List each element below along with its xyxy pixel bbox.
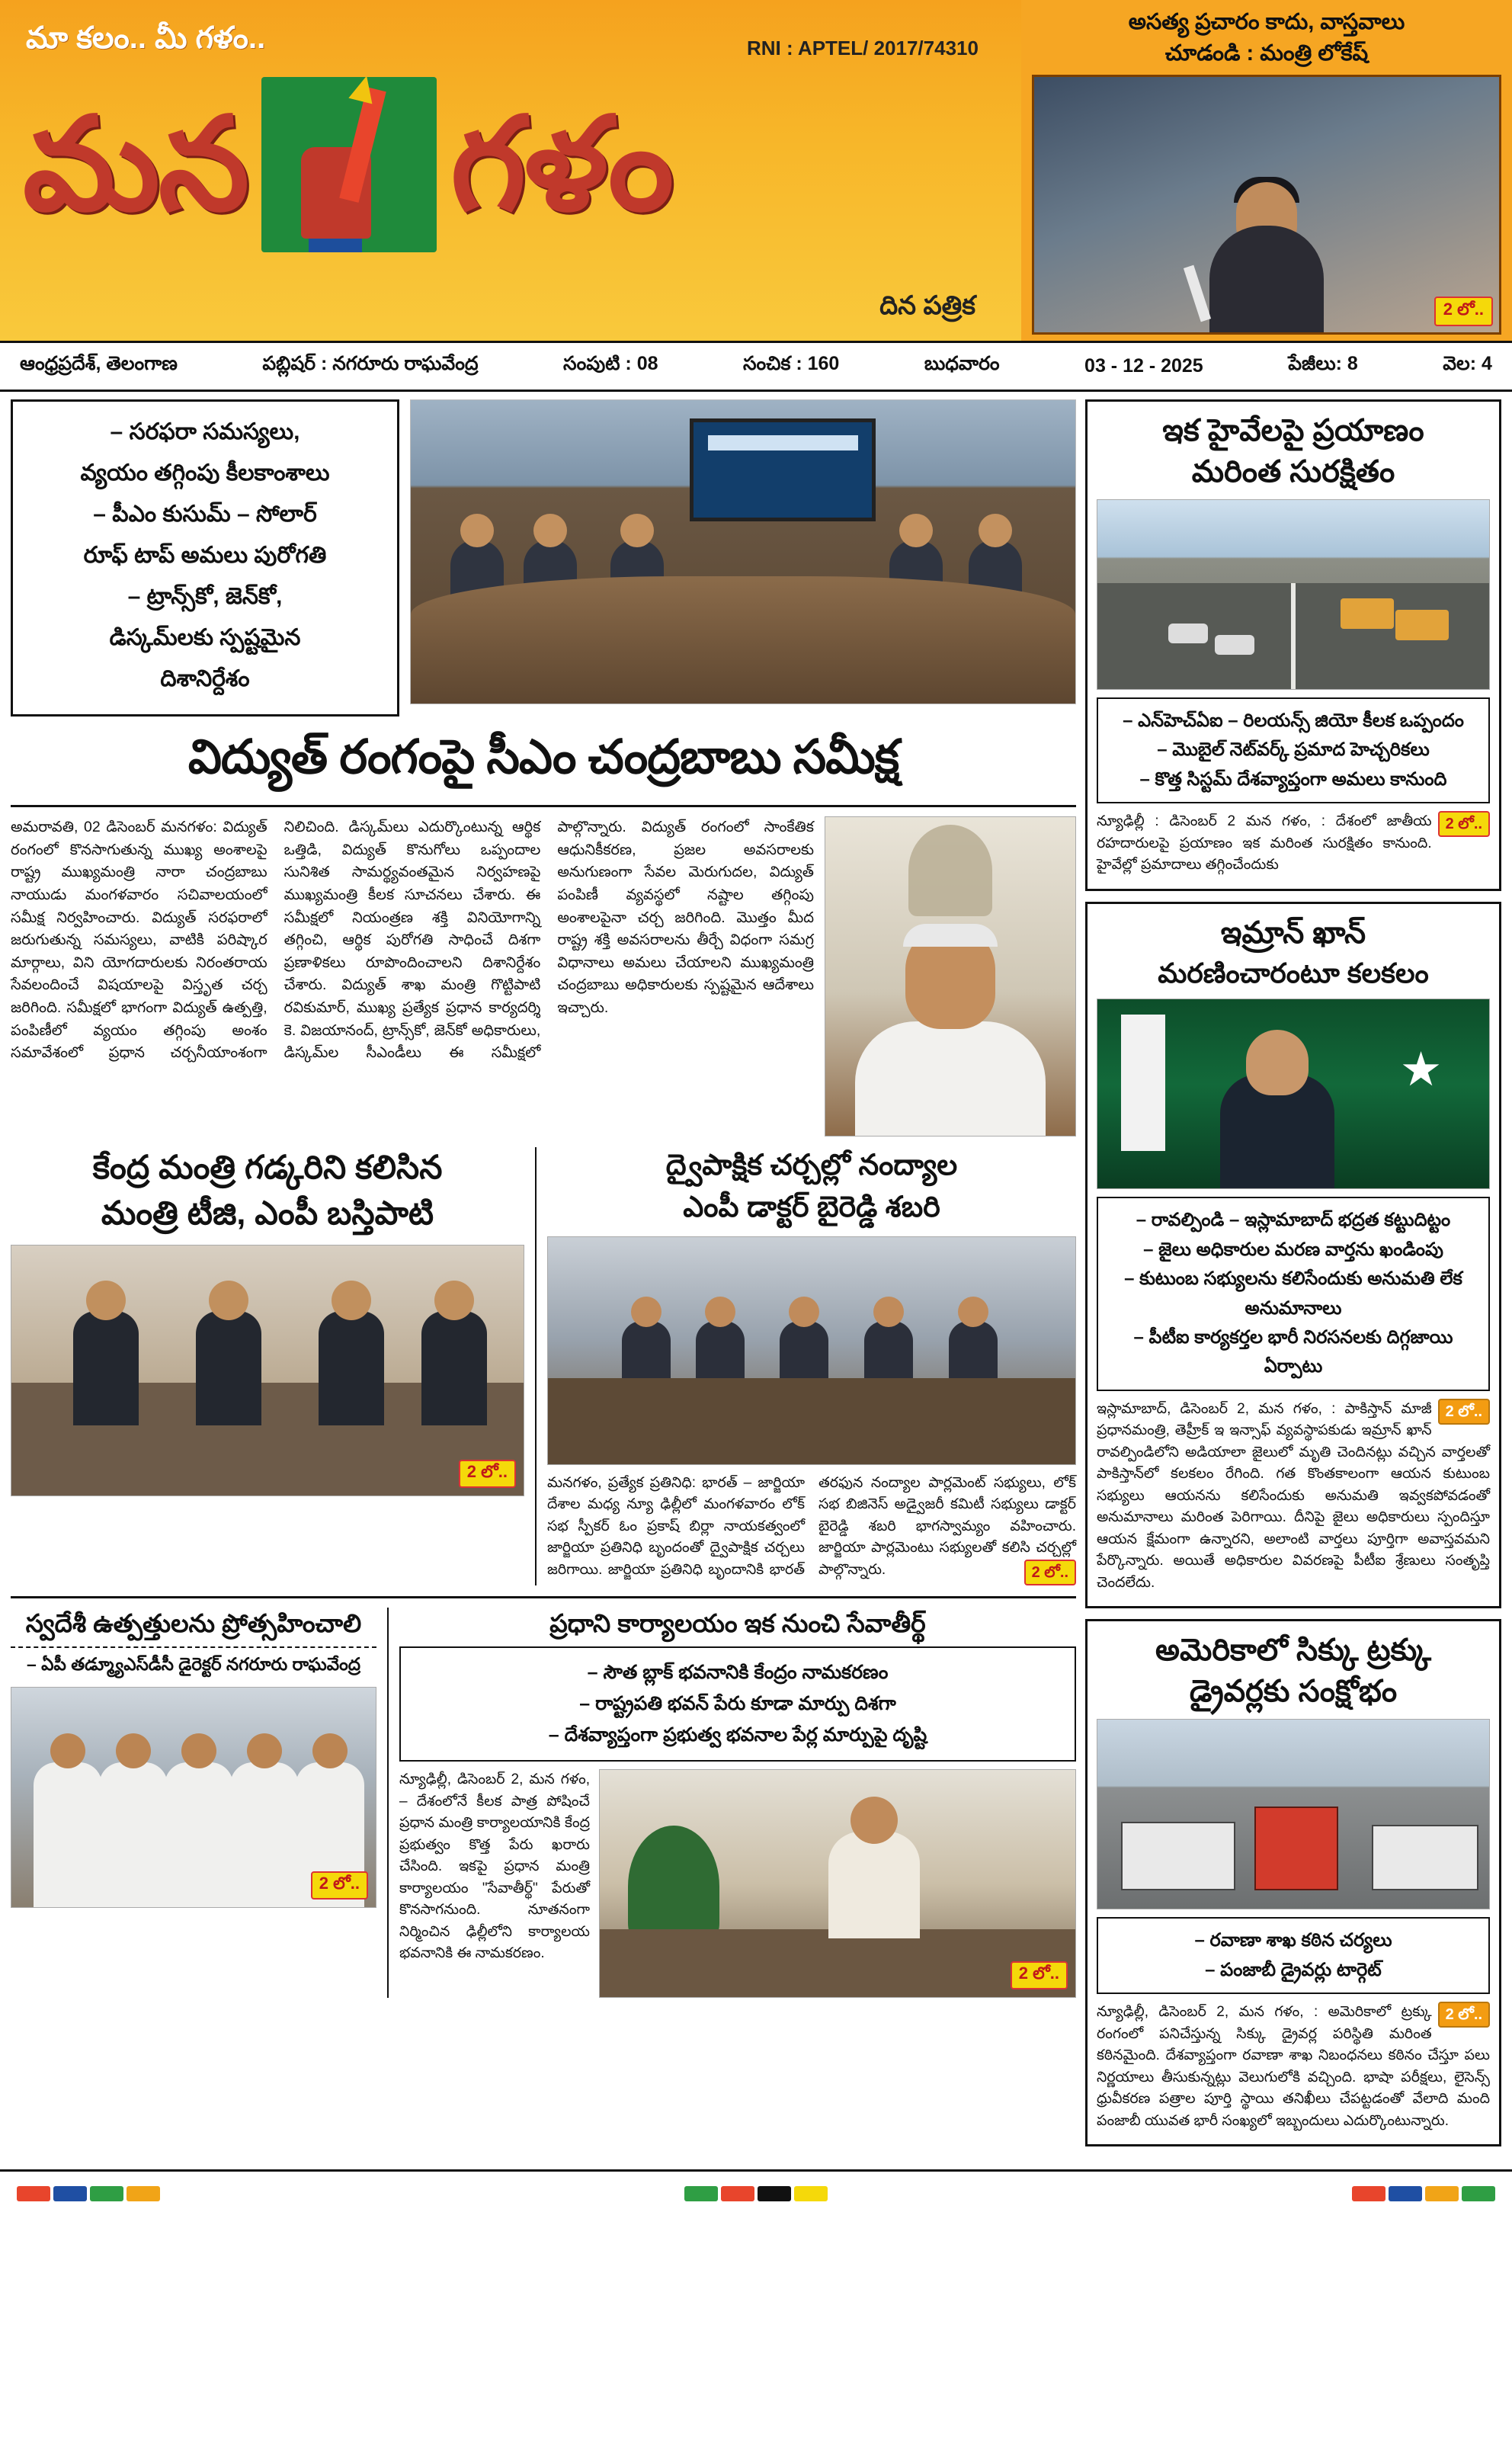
lead-headline: విద్యుత్ రంగంపై సీఎం చంద్రబాబు సమీక్ష: [11, 730, 1076, 807]
gadkari-headline-1: కేంద్ర మంత్రి గడ్కరిని కలిసిన: [92, 1149, 443, 1186]
swatch: [127, 2186, 160, 2201]
swatch: [1425, 2186, 1459, 2201]
story-sevatirth: [387, 1608, 1076, 1999]
nandyala-body-span: మనగళం, ప్రత్యేక ప్రతినిధి: భారత్ – జార్జియా దేశాల మధ్య న్యూ ఢిల్లీలో మంగళవారం లోక్ సభ స్పీకర్ ఓం ప్రకాష్ బిర్లా నాయకత్వంలో జార్జియా ప్రతినిధి బృందంతో ద్వైపాక్షిక చర్చలు జరిగాయి. జార్జియా ప్రతినిధి బృందానికి భారత్ తరఫున నంద్యాల పార్లమెంట్ సభ్యులు, లోక్ సభ బిజినెస్ అడ్వైజరీ కమిటీ సభ్యులు డాక్టర్ బైరెడ్డి శబరి భాగస్వామ్యం వహించారు. జార్జియా పార్లమెంటు సభ్యులతో కలిసి చర్చల్లో పాల్గొన్నారు.: [547, 1474, 1076, 1578]
masthead: [0, 0, 1512, 343]
masthead-right-headline-2: చూడండి : మంత్రి లోకేష్: [1164, 41, 1369, 66]
highways-bullets: [1097, 697, 1490, 803]
truck-drivers-photo: [1097, 1719, 1490, 1909]
highways-bullet-1: – మొబైల్ నెట్‌వర్క్ ప్రమాద హెచ్చరికలు: [1157, 739, 1430, 761]
lead-story-top: [11, 399, 1076, 717]
lead-bullet-4: – ట్రాన్స్‌కో, జెన్‌కో,: [127, 584, 283, 609]
trucks-bullet-0: – రవాణా శాఖ కఠిన చర్యలు: [1194, 1930, 1392, 1951]
lead-bullets-box: [11, 399, 399, 717]
gadkari-continuation-badge: 2 లో..: [459, 1460, 516, 1488]
cm-chandrababu-photo: [825, 816, 1076, 1137]
imran-body-span: ఇస్లామాబాద్, డిసెంబర్ 2, మన గళం, : పాకిస్తాన్ మాజీ ప్రధానమంత్రి, తెహ్రీక్ ఇ ఇన్సాఫ్ వ్యవస్థాపకుడు ఇమ్రాన్ ఖాన్ రావల్పిండిలోని అడియాలా జైలులో మృతి చెందినట్లు వచ్చిన వార్తలతో పాకిస్తాన్‌లో కలకలం రేగింది. గత కొంతకాలంగా ఆయన కుటుంబ సభ్యులు ఆయనను కలిసేందుకు అనుమతి ఇవ్వకపోవడంతో అనుమానాలు మరింత పెరిగాయి. దీనిపై జైలు అధికారులు స్పందిస్తూ ఆయన క్షేమంగా ఉన్నారని, అలాంటి వార్తలు పూర్తిగా అవాస్తవమని పేర్కొన్నారు. అయితే అధికారుల వివరణపై పీటీఐ శ్రేణులు సంతృప్తి చెందలేదు.: [1097, 1400, 1490, 1591]
swatch: [90, 2186, 123, 2201]
lead-bullet-6: దిశానిర్దేశం: [160, 666, 250, 691]
info-pages: పేజీలు: 8: [1288, 353, 1358, 374]
highways-bullet-2: – కొత్త సిస్టమ్ దేశవ్యాప్తంగా అమలు కానుంది: [1139, 768, 1447, 790]
info-volume: సంపుటి : 08: [563, 353, 658, 374]
left-column: [11, 399, 1076, 2157]
cm-review-meeting-photo: [410, 399, 1076, 704]
info-publisher: పబ్లిషర్ : నగరూరు రాఘవేంద్ర: [262, 353, 479, 374]
lead-body-text: అమరావతి, 02 డిసెంబర్ మనగళం: విద్యుత్ రంగంలో కొనసాగుతున్న ముఖ్య అంశాలపై రాష్ట్ర ముఖ్యమంత్రి నారా చంద్రబాబు నాయుడు మంగళవారం సచివాలయంలో సమీక్ష నిర్వహించారు. విద్యుత్ సరఫరాలో జరుగుతున్న సమస్యలు, వాటికి పరిష్కార మార్గాలు, విని యోగదారులకు నిరంతరాయ సేవలందించే విషయాలపై విస్తృత చర్చ జరిగింది. సమీక్షలో భాగంగా విద్యుత్ ఉత్పత్తి, పంపిణీలో వ్యయం తగ్గింపు అంశం సమావేశంలో ప్రధాన చర్చనీయాంశంగా నిలిచింది. డిస్కమ్‌లు ఎదుర్కొంటున్న ఆర్థిక ఒత్తిడి, విద్యుత్ కొనుగోలు ఒప్పందాల సునిశిత సామర్థ్యవంతమైన నిర్వహణపై ముఖ్యమంత్రి కీలక సూచనలు చేశారు. ఈ సమీక్షలో నియంత్రణ శక్తి వినియోగాన్ని తగ్గించి, ఆర్థిక పురోగతి సాధించే దిశగా ప్రణాళికలు రూపొందించాలని దిశానిర్దేశం చేశారు. విద్యుత్ శాఖ మంత్రి గొట్టిపాటి రవికుమార్, ముఖ్య ప్రత్యేక ప్రధాన కార్యదర్శి కె. విజయానంద్, ట్రాన్స్‌కో, జెన్‌కో అధికారులు, డిస్కమ్‌ల సీఎండీలు ఈ సమీక్షలో పాల్గొన్నారు. విద్యుత్ రంగంలో సాంకేతిక ఆధునికీకరణ, ప్రజల అవసరాలకు అనుగుణంగా సేవల మెరుగుదల, విద్యుత్ పంపిణీ వ్యవస్థలో నష్టాల తగ్గింపు అంశాలపైనా చర్చ జరిగింది. మొత్తం మీద రాష్ట్ర శక్తి అవసరాలను తీర్చే విధంగా సమగ్ర విధానాలు అమలు చేయాలని ముఖ్యమంత్రి చంద్రబాబు అధికారులకు స్పష్టమైన ఆదేశాలు ఇచ్చారు.: [11, 819, 814, 1062]
logo-word-1: మన: [23, 92, 248, 237]
highways-bullet-0: – ఎన్‌హెచ్ఏఐ – రిలయన్స్ జియో కీలక ఒప్పందం: [1123, 710, 1464, 731]
swadeshi-title: స్వదేశీ ఉత్పత్తులను ప్రోత్సహించాలి: [25, 1608, 362, 1637]
sevatirth-bullets: [399, 1646, 1076, 1762]
imran-bullet-3: – పీటీఐ కార్యకర్తల భారీ నిరసనలకు దిగ్గజాయి ఏర్పాటు: [1133, 1327, 1453, 1377]
bilateral-talks-photo: [547, 1236, 1076, 1465]
trucks-title-1: అమెరికాలో సిక్కు ట్రక్కు: [1155, 1633, 1431, 1668]
swatch: [684, 2186, 718, 2201]
imran-khan-photo: [1097, 999, 1490, 1189]
trucks-bullet-1: – పంజాబీ డ్రైవర్లు టార్గెట్: [1205, 1959, 1382, 1980]
story-trucks: [1085, 1619, 1501, 2146]
imran-body: [1097, 1399, 1490, 1598]
highway-photo: [1097, 499, 1490, 690]
page-content: [0, 392, 1512, 2157]
imran-bullet-0: – రావల్పిండి – ఇస్లామాబాద్ భద్రత కట్టుదిట్టం: [1136, 1210, 1451, 1231]
story-gadkari: [11, 1147, 537, 1585]
swatch: [721, 2186, 754, 2201]
sevatirth-body-text: న్యూఢిల్లీ, డిసెంబర్ 2, మన గళం, – దేశంలోనే కీలక పాత్ర పోషించే ప్రధాన మంత్రి కార్యాలయానికి కేంద్ర ప్రభుత్వం కొత్త పేరు ఖరారు చేసింది. ఇకపై ప్రధాన మంత్రి కార్యాలయం "సేవాతీర్థ్" పేరుతో కొనసాగనుంది. నూతనంగా నిర్మించిన ఢిల్లీలోని కార్యాలయ భవనానికి ఈ నామకరణం.: [399, 1771, 590, 1962]
minister-lokesh-photo: [1032, 75, 1501, 335]
lead-bullet-3: రూఫ్ టాప్ అమలు పురోగతి: [83, 543, 327, 568]
sevatirth-bullet-1: – రాష్ట్రపతి భవన్ పేరు కూడా మార్పు దిశగా: [579, 1692, 896, 1714]
swatch: [1389, 2186, 1422, 2201]
highways-title-1: ఇక హైవేలపై ప్రయాణం: [1162, 414, 1424, 447]
nandyala-continuation-badge: 2 లో..: [1024, 1560, 1076, 1585]
fist-pen-emblem-icon: [261, 77, 437, 252]
continuation-badge: 2 లో..: [1434, 297, 1493, 326]
nandyala-body-text: [547, 1473, 1076, 1585]
imran-title-1: ఇమ్రాన్ ఖాన్: [1220, 915, 1366, 950]
gadkari-headline-2: మంత్రి టీజి, ఎంపీ బస్తిపాటి: [101, 1194, 434, 1232]
swadeshi-event-photo: [11, 1687, 376, 1908]
pm-office-photo: [599, 1769, 1076, 1998]
lead-bullet-1: వ్యయం తగ్గింపు కీలకాంశాలు: [80, 460, 330, 486]
info-region: ఆంధ్రప్రదేశ్, తెలంగాణ: [20, 353, 178, 374]
swadeshi-byline: – ఏపీ తడ్మ్యూఎస్‌డీసీ డైరెక్టర్ నగరూరు రాఘవేంద్ర: [27, 1653, 360, 1674]
logo-word-2: గళం: [450, 92, 673, 237]
highways-body: [1097, 811, 1490, 880]
rni-number: RNI : APTEL/ 2017/74310: [747, 37, 979, 59]
masthead-tagline: మా కలం.. మీ గళం..: [26, 21, 266, 55]
lead-bullet-2: – పీఎం కుసుమ్ – సోలార్: [93, 502, 317, 527]
mid-stories-row: [11, 1147, 1076, 1585]
right-column: [1085, 399, 1501, 2157]
sevatirth-bullet-0: – సౌత బ్లాక్ భవనానికి కేంద్రం నామకరణం: [587, 1661, 889, 1683]
info-day: బుధవారం: [924, 353, 1000, 374]
story-nandyala: [547, 1147, 1076, 1585]
story-imran: [1085, 902, 1501, 1609]
swatch: [1462, 2186, 1495, 2201]
swatches-left: [17, 2186, 160, 2201]
swadeshi-continuation-badge: 2 లో..: [311, 1871, 368, 1900]
sevatirth-title: ప్రధాని కార్యాలయం ఇక నుంచి సేవాతీర్థ్: [549, 1608, 926, 1637]
imran-continuation-badge: 2 లో..: [1438, 1399, 1490, 1425]
lead-bullet-0: – సరఫరా సమస్యలు,: [110, 419, 300, 444]
trucks-continuation-badge: 2 లో..: [1438, 2002, 1490, 2028]
info-issue: సంచిక : 160: [742, 353, 840, 374]
sevatirth-bullet-2: – దేశవ్యాప్తంగా ప్రభుత్వ భవనాల పేర్ల మార్పుపై దృష్టి: [548, 1724, 927, 1746]
masthead-right-headline-1: అసత్య ప్రచారం కాదు, వాస్తవాలు: [1128, 10, 1405, 34]
swatches-right: [1352, 2186, 1495, 2201]
trucks-title-2: డ్రైవర్లకు సంక్షోభం: [1189, 1675, 1398, 1709]
info-date: 03 - 12 - 2025: [1084, 355, 1203, 377]
newspaper-logo: [23, 66, 1006, 264]
info-price: వెల: 4: [1443, 353, 1492, 374]
imran-bullet-2: – కుటుంబ సభ్యులను కలిసేందుకు అనుమతి లేక అనుమానాలు: [1124, 1268, 1462, 1319]
imran-bullets: [1097, 1197, 1490, 1390]
masthead-subtitle: దిన పత్రిక: [879, 291, 975, 320]
highways-title-2: మరింత సురక్షితం: [1191, 455, 1395, 489]
masthead-right-story: [1021, 0, 1512, 341]
edition-info-bar: [0, 343, 1512, 392]
trucks-body-span: న్యూఢిల్లీ, డిసెంబర్ 2, మన గళం, : అమెరికాలో ట్రక్కు రంగంలో పనిచేస్తున్న సిక్కు డ్రైవర్ల పరిస్థితి మరింత కఠినమైంది. దేశవ్యాప్తంగా రవాణా శాఖ నిబంధనలు కఠినం చేస్తూ పలు నిర్ణయాలు తీసుకున్నట్లు వెలుగులోకి వచ్చింది. భాషా పరీక్షలు, లైసెన్స్ ధ్రువీకరణ పత్రాల పూర్తి స్థాయి తనిఖీలు చేపట్టడంతో వేలాది మంది పంజాబీ యువత భారీ సంఖ్యలో ఇబ్బందులు ఎదుర్కొంటున్నారు.: [1097, 2004, 1490, 2129]
masthead-left: [0, 0, 1021, 341]
trucks-bullets: [1097, 1917, 1490, 1994]
trucks-body: [1097, 2002, 1490, 2135]
nandyala-headline-1: ద్వైపాక్షిక చర్చల్లో నంద్యాల: [665, 1149, 958, 1181]
story-swadeshi: [11, 1608, 376, 1999]
highways-continuation-badge: 2 లో..: [1438, 811, 1490, 837]
imran-title-2: మరణించారంటూ కలకలం: [1158, 957, 1429, 989]
imran-bullet-1: – జైలు అధికారుల మరణ వార్తను ఖండింపు: [1143, 1239, 1443, 1260]
sevatirth-continuation-badge: 2 లో..: [1011, 1961, 1068, 1989]
swatch: [794, 2186, 828, 2201]
color-bar-footer: [0, 2169, 1512, 2215]
swatch: [758, 2186, 791, 2201]
swatch: [17, 2186, 50, 2201]
story-highways: [1085, 399, 1501, 891]
highways-body-span: న్యూఢిల్లీ : డిసెంబర్ 2 మన గళం, : దేశంలో జాతీయ రహదారులపై ప్రయాణం ఇక మరింత సురక్షితం కానుంది. హైవేల్లో ప్రమాదాలు తగ్గించేందుకు: [1097, 813, 1432, 874]
lead-body-area: [11, 816, 1076, 1137]
lead-bullet-5: డిస్కమ్‌లకు స్పష్టమైన: [109, 625, 301, 650]
nandyala-headline-2: ఎంపీ డాక్టర్ బైరెడ్డి శబరి: [683, 1191, 940, 1224]
swatch: [1352, 2186, 1385, 2201]
swatches-center: [684, 2186, 828, 2201]
swatch: [53, 2186, 87, 2201]
bottom-stories-row: [11, 1596, 1076, 1999]
gadkari-meeting-photo: [11, 1245, 524, 1496]
crescent-star-icon: ★: [1399, 1044, 1443, 1097]
